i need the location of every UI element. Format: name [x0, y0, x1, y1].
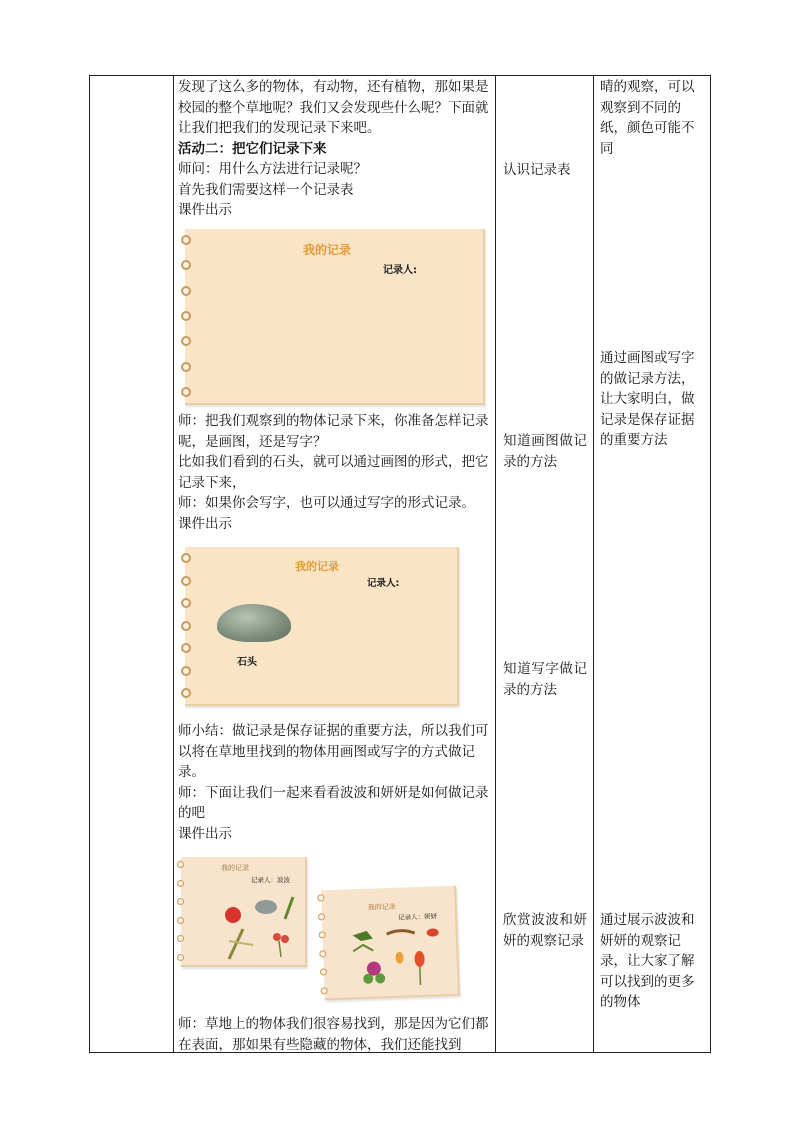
dragonfly-drawing	[229, 929, 243, 959]
stone-drawing	[255, 900, 277, 914]
recorder-label: 记录人：波波	[251, 876, 290, 884]
student-activity-3: 知道写字做记录的方法	[503, 661, 587, 698]
design-intent-3: 通过展示波波和妍妍的观察记录，让大家了解可以找到的更多的物体	[600, 912, 695, 1010]
recorder-label: 记录人:	[383, 265, 417, 276]
record-title: 我的记录	[367, 902, 396, 912]
yanyan-record-image	[321, 886, 460, 1001]
design-intent-1: 晴的观察，可以观察到不同的纸，颜色可能不同	[600, 79, 695, 157]
record-sheet-image-blank	[185, 229, 485, 405]
spiral-rings	[181, 235, 195, 397]
recorder-label: 记录人：妍妍	[397, 912, 438, 922]
paragraph: 课件出示	[178, 825, 232, 842]
teaching-text-block-4	[178, 1014, 490, 1055]
record-title: 我的记录	[295, 560, 339, 573]
bobo-record-image	[181, 857, 307, 967]
grasshopper-drawing	[353, 931, 373, 942]
column-divider	[593, 76, 594, 1052]
paragraph: 师：把我们观察到的物体记录下来，你准备怎样记录呢，是画图，还是写字？	[178, 413, 489, 450]
stone-drawing	[217, 604, 291, 642]
flower-drawing	[273, 933, 281, 941]
spiral-rings	[181, 553, 195, 698]
student-activity-1: 认识记录表	[503, 162, 571, 178]
teaching-text-block-2	[178, 411, 490, 534]
paragraph: 课件出示	[178, 202, 232, 218]
tulip-drawing	[414, 951, 425, 967]
ladybug-drawing	[427, 928, 439, 936]
apple-drawing	[225, 907, 241, 923]
record-title: 我的记录	[221, 864, 249, 872]
column-divider	[495, 76, 496, 1052]
yanyan-drawings	[321, 886, 458, 999]
paragraph: 发现了这么多的物体，有动物，还有植物，那如果是校园的整个草地呢？我们又会发现些什么呢？下面就让我们把我们的发现记录下来吧。	[178, 79, 489, 136]
paragraph: 首先我们需要这样一个记录表	[178, 181, 354, 198]
student-activity-2: 知道画图做记录的方法	[503, 433, 587, 470]
design-intent-2: 通过画图或写字的做记录方法，让大家明白，做记录是保存证据的重要方法	[600, 350, 695, 448]
teaching-text-block-1	[178, 77, 490, 221]
worm-drawing	[387, 930, 415, 934]
stone-label: 石头	[237, 657, 257, 668]
record-sheet-image-stone	[185, 547, 459, 706]
paragraph: 师：下面让我们一起来看看波波和妍妍是如何做记录的吧	[178, 784, 489, 821]
student-activity-4: 欣赏波波和妍妍的观察记录	[503, 912, 587, 949]
activity-heading: 活动二：把它们记录下来	[178, 140, 327, 157]
paragraph: 师：草地上的物体我们很容易找到，那是因为它们都在表面，那如果有些隐藏的物体，我们还能找到	[178, 1016, 489, 1053]
column-divider	[173, 76, 174, 1052]
paragraph: 师问：用什么方法进行记录呢？	[178, 161, 367, 177]
paragraph: 师小结：做记录是保存证据的重要方法，所以我们可以将在草地里找到的物体用画图或写字的方式做记录。	[178, 723, 489, 780]
teaching-text-block-3	[178, 721, 490, 844]
recorder-label: 记录人:	[367, 578, 400, 589]
paragraph: 课件出示	[178, 515, 232, 532]
record-title: 我的记录	[303, 243, 352, 257]
bobo-drawings	[181, 857, 305, 965]
paragraph: 师：如果你会写字，也可以通过写字的形式记录。	[178, 495, 475, 511]
paragraph: 比如我们看到的石头，就可以通过画图的形式，把它记录下来，	[178, 454, 489, 491]
leaf-drawing	[285, 897, 293, 919]
